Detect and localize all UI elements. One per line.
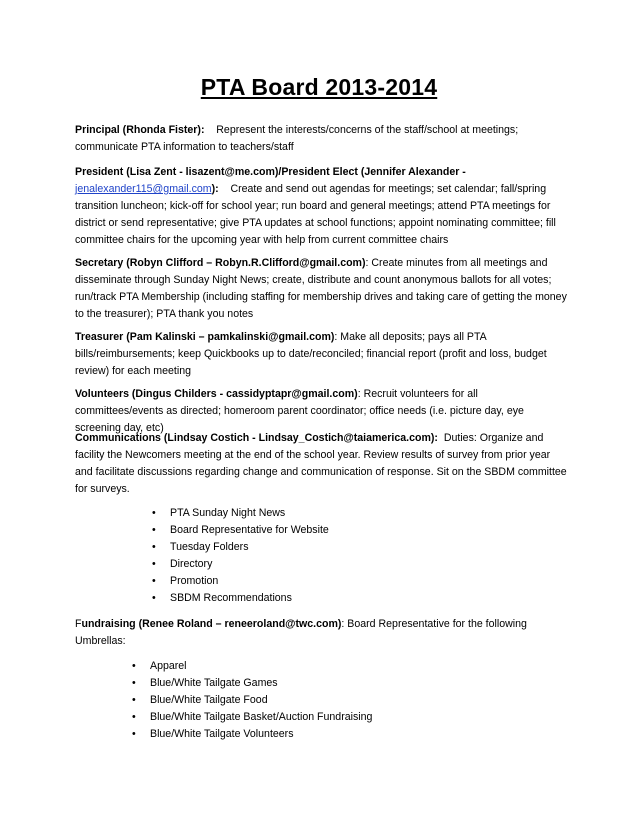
treasurer-text: : Make all deposits; pays all PTA bills/reimbursements; keep Quickbooks up to date/reconciled; financial report (profit and loss, budget review) for each meeting — [75, 331, 547, 377]
communications-section — [75, 430, 567, 498]
communications-text: Duties: Organize and facility the Newcomers meeting at the end of the school year. Review results of survey from prior year and facilitate discussions regarding change and communication of response. Sit on the SBDM committee for surveys. — [75, 432, 567, 495]
fundraising-first-letter: F — [75, 618, 82, 630]
principal-text: Represent the interests/concerns of the staff/school at meetings; communicate PTA information to teachers/staff — [75, 124, 519, 153]
fundraising-umbrella-list — [132, 658, 372, 743]
secretary-heading: Secretary (Robyn Clifford – Robyn.R.Clifford@gmail.com) — [75, 257, 366, 269]
list-item: • PTA Sunday Night News — [152, 505, 329, 522]
list-item: • Blue/White Tailgate Games — [132, 675, 372, 692]
list-item: • SBDM Recommendations — [152, 590, 329, 607]
list-item: • Board Representative for Website — [152, 522, 329, 539]
principal-section — [75, 122, 567, 156]
communications-umbrella-list — [152, 505, 329, 607]
list-item: • Blue/White Tailgate Volunteers — [132, 726, 372, 743]
principal-heading: Principal (Rhonda Fister): — [75, 124, 205, 136]
list-item: • Tuesday Folders — [152, 539, 329, 556]
list-item: • Blue/White Tailgate Basket/Auction Fundraising — [132, 709, 372, 726]
fundraising-section — [75, 616, 567, 650]
fundraising-heading: undraising (Renee Roland – reneeroland@twc.com) — [81, 618, 342, 630]
communications-heading: Communications (Lindsay Costich - Lindsay_Costich@taiamerica.com): — [75, 432, 438, 444]
president-elect-email-link[interactable]: jenalexander115@gmail.com — [75, 183, 212, 195]
list-item: • Promotion — [152, 573, 329, 590]
treasurer-section — [75, 329, 567, 380]
president-heading: President (Lisa Zent - lisazent@me.com)/President Elect (Jennifer Alexander - — [75, 166, 466, 178]
volunteers-heading: Volunteers (Dingus Childers - cassidyptapr@gmail.com) — [75, 388, 358, 400]
list-item: • Directory — [152, 556, 329, 573]
secretary-text: : Create minutes from all meetings and disseminate through Sunday Night News; create, distribute and count anonymous ballots for all votes; run/track PTA Membership (including staffing for membership drives and taking care of getting the money to the treasurer); PTA thank you notes — [75, 257, 567, 320]
volunteers-text: : Recruit volunteers for all committees/events as directed; homeroom parent coordinator; office needs (i.e. picture day, eye screening day, etc) — [75, 388, 524, 434]
secretary-section — [75, 255, 567, 323]
president-text: Create and send out agendas for meetings; set calendar; fall/spring transition luncheon; kick-off for school year; run board and general meetings; attend PTA meetings for district or send representative; give PTA updates at school functions; appoint nominating committee; fill committee chairs for the upcoming year with help from current committee chairs — [75, 183, 556, 246]
president-section — [75, 164, 567, 249]
president-heading-end: ): — [211, 183, 219, 195]
fundraising-text: : Board Representative for the following Umbrellas: — [75, 618, 527, 647]
list-item: • Blue/White Tailgate Food — [132, 692, 372, 709]
page-title: PTA Board 2013-2014 — [200, 74, 438, 100]
treasurer-heading: Treasurer (Pam Kalinski – pamkalinski@gmail.com) — [75, 331, 335, 343]
list-item: • Apparel — [132, 658, 372, 675]
